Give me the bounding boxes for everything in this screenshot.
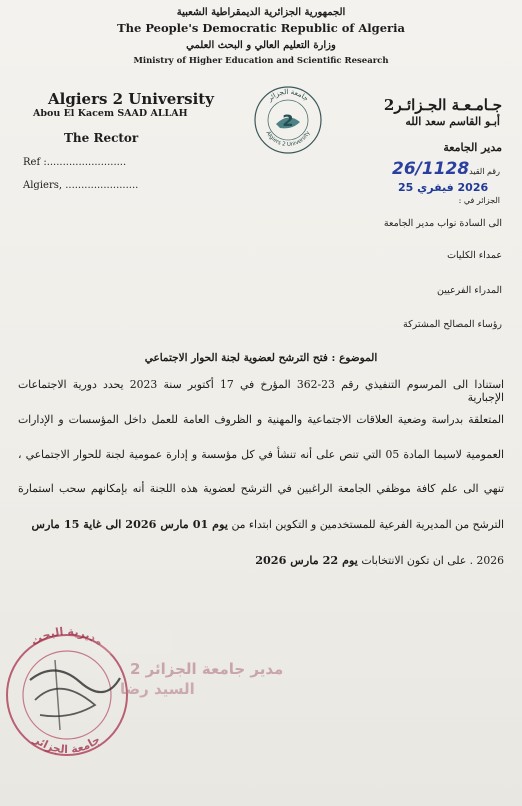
university-name-english: Algiers 2 University (48, 90, 214, 108)
university-name-arabic: جـامـعـة الجـزائـر2 (383, 96, 502, 114)
recipient-line: رؤساء المصالح المشتركة (403, 319, 502, 330)
recipient-line: المدراء الفرعيين (437, 285, 502, 296)
body-line-5 (18, 517, 504, 531)
body-line-1: استنادا الى المرسوم التنفيذي رقم 23-362 المؤرخ في 17 أكتوبر سنة 2023 يحدد دورية الاجتماعات الإجبارية (18, 378, 505, 404)
place-label-english: Algiers, ....................... (23, 180, 139, 191)
date-label-arabic: الجزائر في : (458, 196, 500, 205)
body-line-6-text: 2026 . على ان تكون الانتخابات (361, 554, 504, 567)
ref-label-english: Ref :......................... (23, 157, 127, 168)
rector-title-arabic: مدير الجامعة (443, 141, 502, 154)
logo-numeral: 2 (282, 111, 294, 130)
ref-number-handwritten: 26/1128 (392, 159, 470, 179)
candidacy-period: يوم 01 مارس 2026 الى غاية 15 مارس (31, 517, 228, 531)
official-stamp-icon (0, 620, 200, 806)
signatory-title: مدير جامعة الجزائر 2 (130, 660, 284, 678)
republic-arabic: الجمهورية الجزائرية الديمقراطية الشعبية (176, 7, 346, 18)
recipient-line: الى السادة نواب مدير الجامعة (383, 218, 502, 229)
election-date: يوم 22 مارس 2026 (255, 553, 358, 567)
body-line-3: العمومية لاسيما المادة 05 التي تنص على أنه تنشأ في كل مؤسسة و إدارة عمومية لجنة للحوار الاجتماعي ، (18, 448, 504, 461)
svg-text:Algiers 2 University (265, 130, 312, 148)
recipient-line: عمداء الكليات (447, 250, 502, 261)
body-line-5-text: الترشح من المديرية الفرعية للمستخدمين و التكوين ابتداء من (231, 518, 504, 531)
stamp-bottom-text: جامعة الجزائر (31, 732, 103, 757)
logo-bottom-text: Algiers 2 University (264, 130, 312, 149)
republic-english: The People's Democratic Republic of Algeria (117, 21, 405, 35)
university-subtitle-english: Abou El Kacem SAAD ALLAH (33, 108, 188, 119)
body-line-2: المتعلقة بدراسة وضعية العلاقات الاجتماعية والمهنية و الظروف العامة للعمل داخل المؤسسات و الإدارات (18, 413, 504, 426)
body-line-6 (255, 553, 504, 567)
logo-top-text: جامعة الجزائر (265, 87, 310, 103)
rector-title-english: The Rector (64, 131, 139, 145)
date-stamp: 2026 فيفري 25 (398, 181, 489, 194)
university-logo-icon (252, 84, 324, 156)
stamp-top-text: مديرية البحث (28, 624, 106, 649)
subject-line: الموضوع : فتح الترشح لعضوية لجنة الحوار الاجتماعي (144, 352, 378, 364)
university-subtitle-arabic: أبـو القاسم سعد الله (405, 115, 500, 128)
ref-label-arabic: رقم القيد : (463, 167, 500, 176)
ministry-arabic: وزارة التعليم العالي و البحث العلمي (186, 40, 336, 51)
body-line-4: تنهي الى علم كافة موظفي الجامعة الراغبين في الترشح لعضوية هذه اللجنة أنه بإمكانهم سحب استمارة (18, 482, 504, 495)
ministry-english: Ministry of Higher Education and Scientific Research (133, 56, 389, 66)
signatory-name: السيد رضا (120, 680, 195, 698)
svg-text:جامعة الجزائر (31, 732, 103, 756)
